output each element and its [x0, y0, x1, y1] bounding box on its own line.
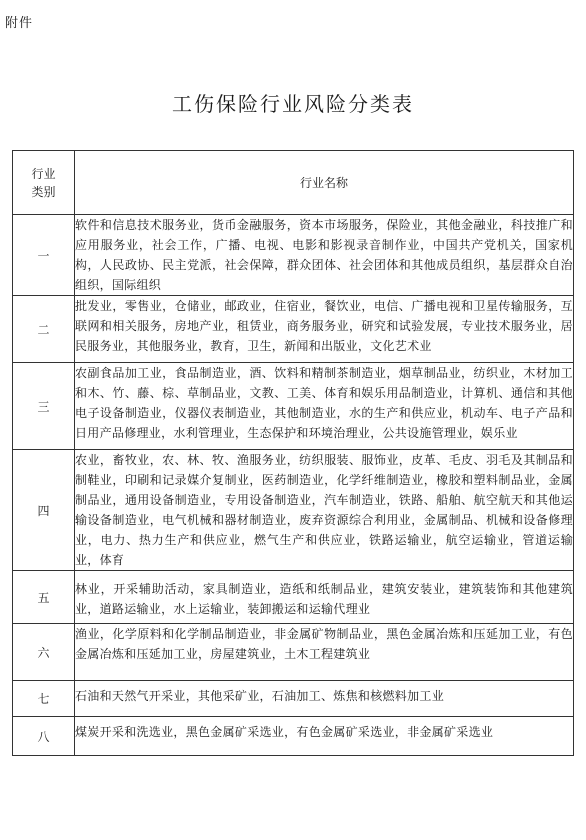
- row-category: 七: [13, 681, 75, 717]
- row-category: 四: [13, 450, 75, 571]
- row-category: 八: [13, 717, 75, 756]
- row-industries: 农业，畜牧业，农、林、牧、渔服务业，纺织服装、服饰业，皮革、毛皮、羽毛及其制品和制鞋业，印刷和记录媒介复制业，医药制造业，化学纤维制造业，橡胶和塑料制品业，金属制品业，通用设备制造业，专用设备制造业，汽车制造业，铁路、船舶、航空航天和其他运输设备制造业，电气机械和器材制造业，废弃资源综合利用业，金属制品、机械和设备修理业，电力、热力生产和供应业，燃气生产和供应业，铁路运输业，航空运输业，管道运输业，体育: [75, 450, 574, 571]
- row-category: 三: [13, 363, 75, 450]
- table-row: [13, 571, 574, 624]
- attachment-label: 附件: [5, 16, 34, 31]
- row-category: 二: [13, 296, 75, 363]
- row-industries: 软件和信息技术服务业，货币金融服务，资本市场服务，保险业，其他金融业，科技推广和应用服务业，社会工作，广播、电视、电影和影视录音制作业，中国共产党机关，国家机构，人民政协、民主党派，社会保障，群众团体、社会团体和其他成员组织，基层群众自治组织，国际组织: [75, 215, 574, 296]
- header-category-line1: 行业: [31, 166, 56, 181]
- table-header-row: [13, 151, 574, 215]
- table-row: [13, 717, 574, 756]
- table-row: [13, 450, 574, 571]
- document-title: 工伤保险行业风险分类表: [172, 92, 414, 116]
- header-category-line2: 类别: [31, 184, 56, 199]
- row-industries: 煤炭开采和洗选业，黑色金属矿采选业，有色金属矿采选业，非金属矿采选业: [75, 717, 574, 756]
- table-row: [13, 363, 574, 450]
- row-industries: 石油和天然气开采业，其他采矿业，石油加工、炼焦和核燃料加工业: [75, 681, 574, 717]
- table-row: [13, 681, 574, 717]
- row-category: 一: [13, 215, 75, 296]
- row-category: 六: [13, 624, 75, 681]
- table-row: [13, 215, 574, 296]
- table-row: [13, 296, 574, 363]
- row-industries: 农副食品加工业，食品制造业，酒、饮料和精制茶制造业，烟草制品业，纺织业，木材加工和木、竹、藤、棕、草制品业，文教、工美、体育和娱乐用品制造业，计算机、通信和其他电子设备制造业，仪器仪表制造业，其他制造业，水的生产和供应业，机动车、电子产品和日用产品修理业，水利管理业，生态保护和环境治理业，公共设施管理业，娱乐业: [75, 363, 574, 450]
- table-row: [13, 624, 574, 681]
- header-industry-name: 行业名称: [75, 151, 574, 215]
- header-category: [13, 151, 75, 215]
- row-industries: 林业，开采辅助活动，家具制造业，造纸和纸制品业，建筑安装业，建筑装饰和其他建筑业，道路运输业，水上运输业，装卸搬运和运输代理业: [75, 571, 574, 624]
- row-industries: 渔业，化学原料和化学制品制造业，非金属矿物制品业，黑色金属冶炼和压延加工业，有色金属冶炼和压延加工业，房屋建筑业，土木工程建筑业: [75, 624, 574, 681]
- row-industries: 批发业，零售业，仓储业，邮政业，住宿业，餐饮业，电信、广播电视和卫星传输服务，互联网和相关服务，房地产业，租赁业，商务服务业，研究和试验发展，专业技术服务业，居民服务业，其他服务业，教育，卫生，新闻和出版业，文化艺术业: [75, 296, 574, 363]
- risk-classification-table: [12, 150, 574, 756]
- row-category: 五: [13, 571, 75, 624]
